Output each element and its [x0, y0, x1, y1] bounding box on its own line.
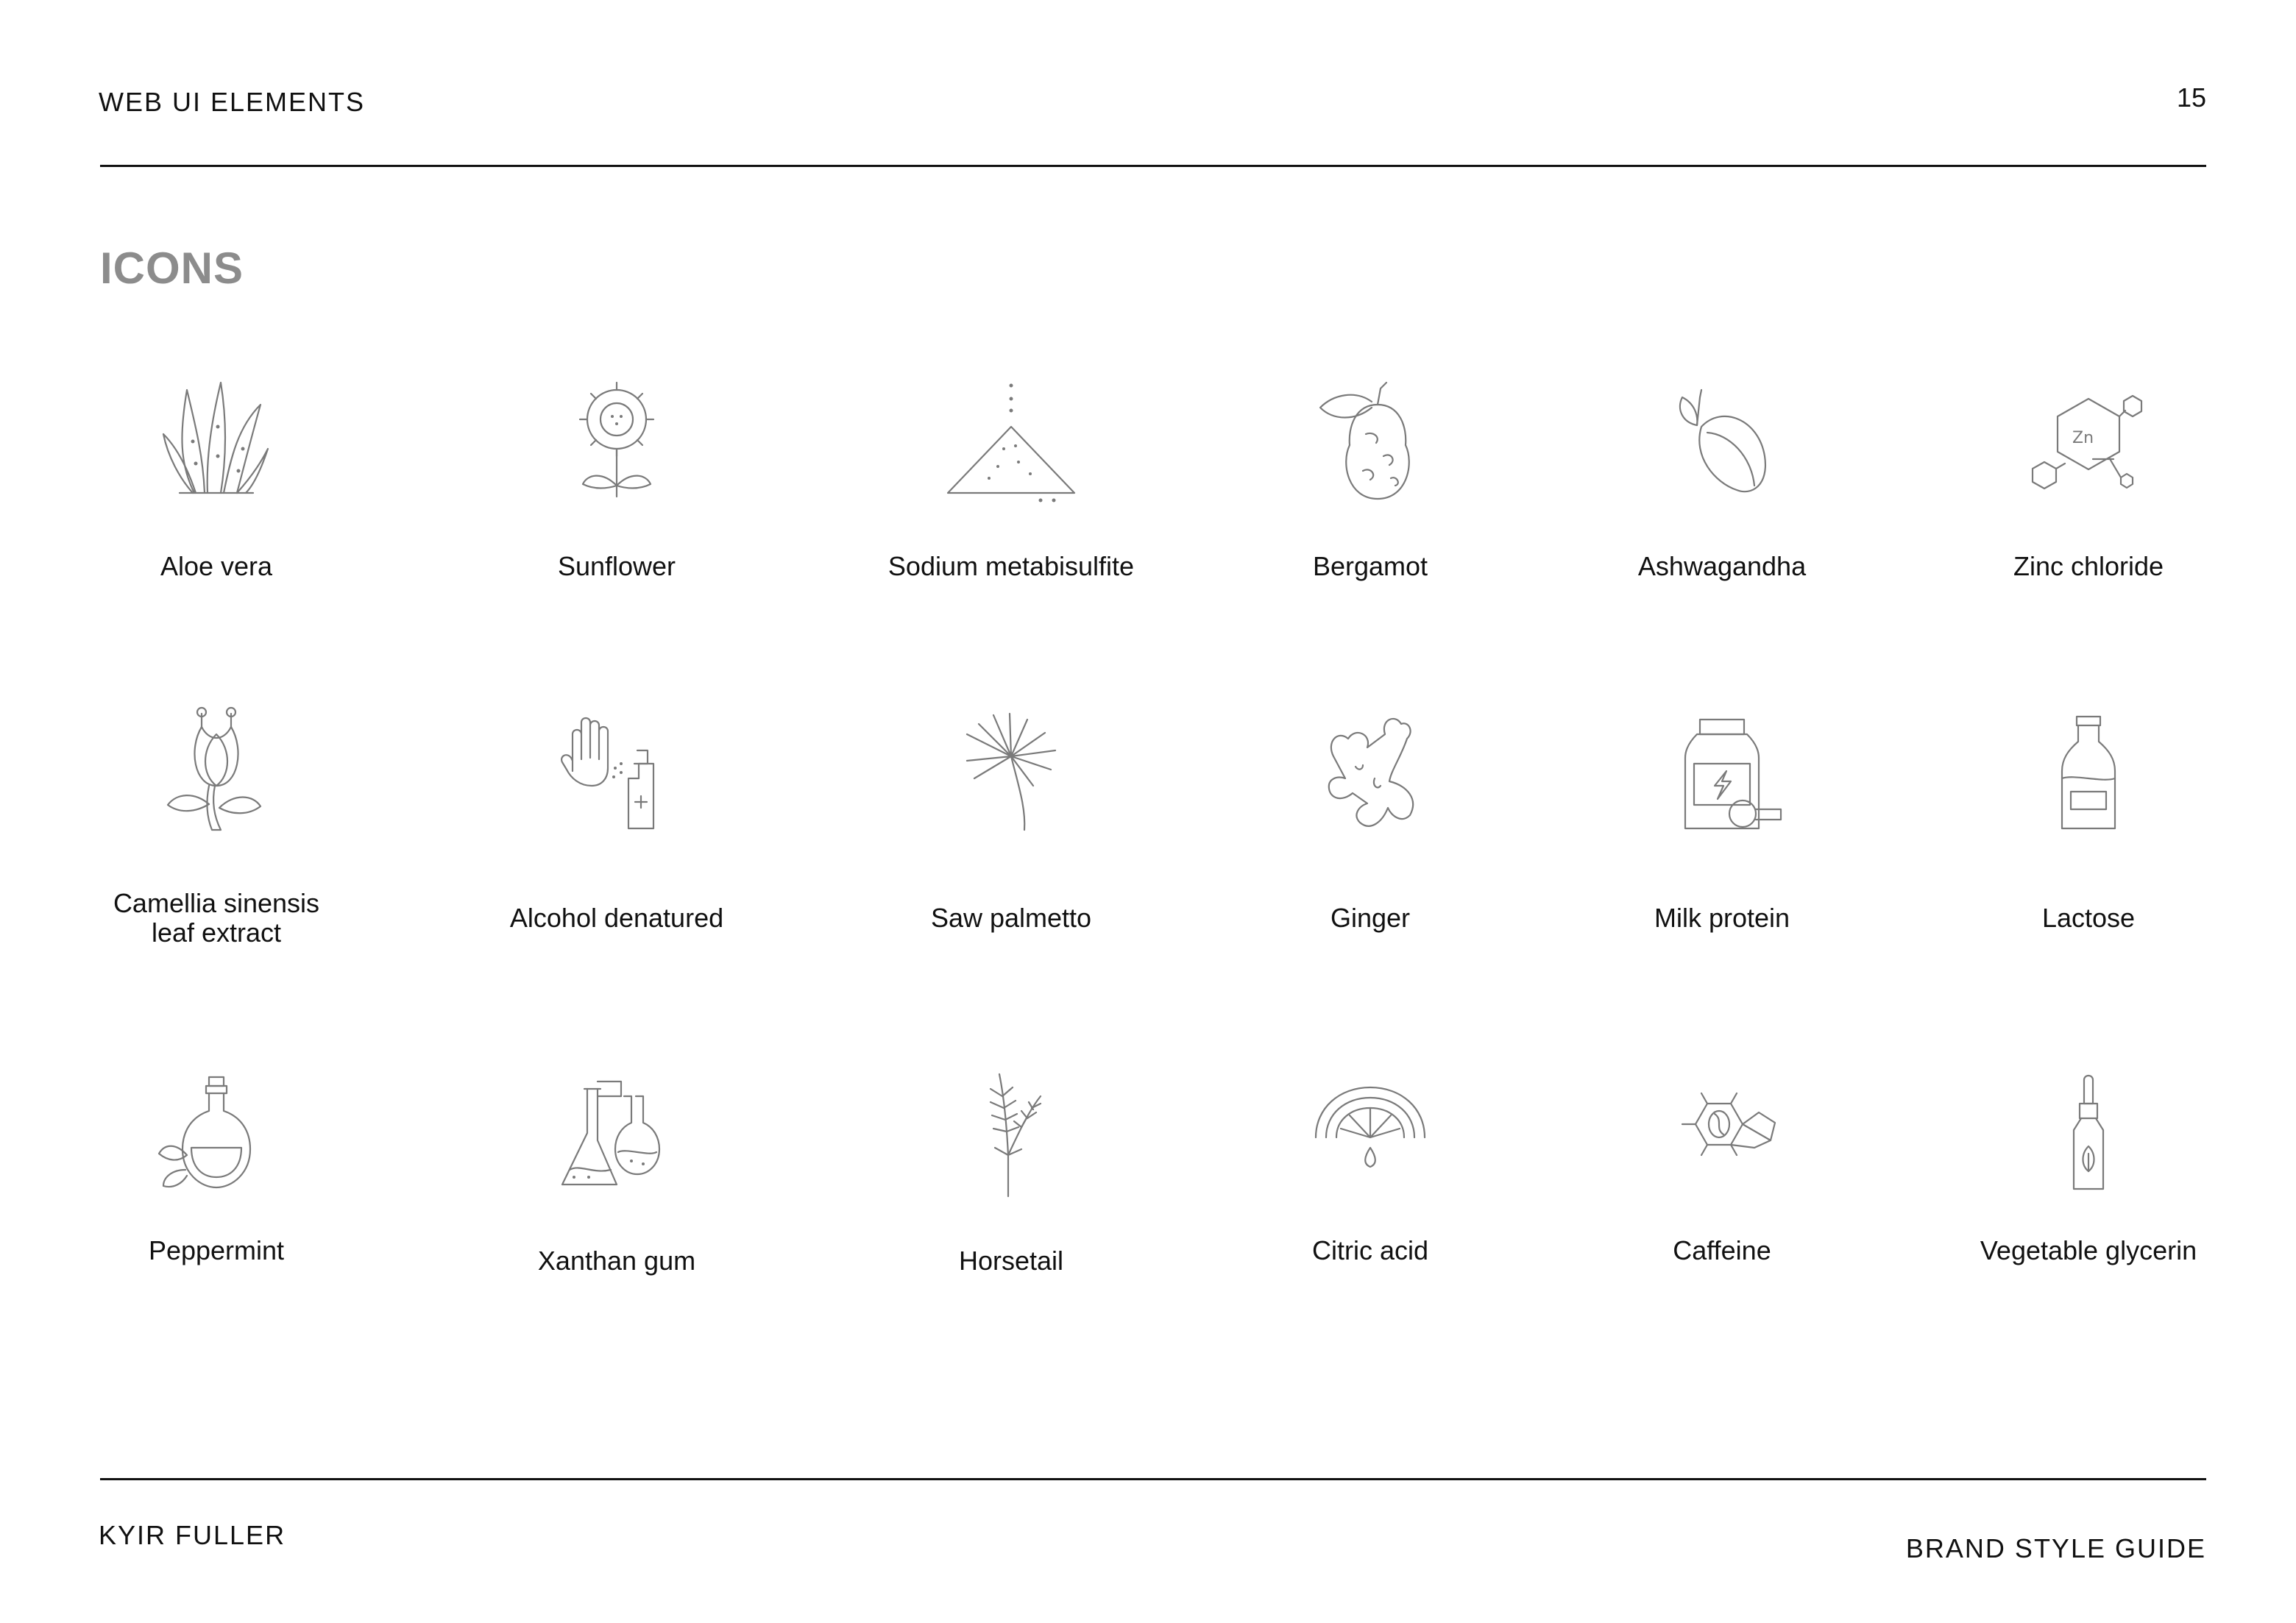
page-number: 15 — [2176, 82, 2206, 113]
section-title: ICONS — [100, 244, 244, 293]
svg-text:Zn: Zn — [2072, 429, 2094, 447]
zinc-molecule-icon — [2022, 375, 2155, 508]
hand-sanitizer-icon — [550, 705, 683, 837]
icon-label: Aloe vera — [160, 551, 273, 581]
icon-label: Alcohol denatured — [509, 903, 724, 933]
horsetail-plant-icon — [945, 1067, 1077, 1199]
lab-flasks-icon — [550, 1067, 683, 1199]
footer-document-title: BRAND STYLE GUIDE — [1905, 1533, 2206, 1563]
icon-label-line-2: leaf extract — [151, 917, 282, 948]
icon-label: Citric acid — [1311, 1235, 1429, 1265]
header-divider — [100, 165, 2206, 167]
caffeine-molecule-icon — [1656, 1067, 1788, 1199]
oil-flask-icon — [150, 1067, 283, 1199]
palm-leaf-icon — [945, 705, 1077, 837]
ginger-root-icon — [1304, 705, 1436, 837]
icon-label: Saw palmetto — [930, 903, 1092, 933]
camellia-flower-icon — [150, 705, 283, 837]
icon-label: Ashwagandha — [1637, 551, 1807, 581]
ashwagandha-icon — [1656, 375, 1788, 508]
footer-author: KYIR FULLER — [99, 1520, 286, 1550]
icon-label: Peppermint — [148, 1235, 285, 1265]
icon-label: Lactose — [2041, 903, 2136, 933]
icon-label-line-1: Camellia sinensis — [113, 888, 320, 918]
footer-divider — [100, 1478, 2206, 1480]
dropper-bottle-icon — [2022, 1067, 2155, 1199]
citrus-slice-icon — [1304, 1067, 1436, 1199]
icon-label: Milk protein — [1654, 903, 1790, 933]
icon-label: Horsetail — [958, 1246, 1064, 1276]
icon-label: Xanthan gum — [537, 1246, 696, 1276]
icon-label — [40, 889, 393, 948]
icon-label: Sunflower — [557, 551, 676, 581]
icon-label: Caffeine — [1673, 1235, 1771, 1265]
sunflower-icon — [550, 375, 683, 508]
icon-label: Bergamot — [1312, 551, 1428, 581]
milk-bottle-icon — [2022, 705, 2155, 837]
icon-label: Sodium metabisulfite — [887, 551, 1135, 581]
aloe-vera-icon — [150, 375, 283, 508]
icon-label: Vegetable glycerin — [1980, 1235, 2197, 1265]
icon-label: Ginger — [1330, 903, 1411, 933]
protein-jar-icon — [1656, 705, 1788, 837]
header-section-label: WEB UI ELEMENTS — [99, 87, 366, 117]
icon-label: Zinc chloride — [2013, 551, 2164, 581]
bergamot-icon — [1304, 375, 1436, 508]
powder-pile-icon — [945, 375, 1077, 508]
